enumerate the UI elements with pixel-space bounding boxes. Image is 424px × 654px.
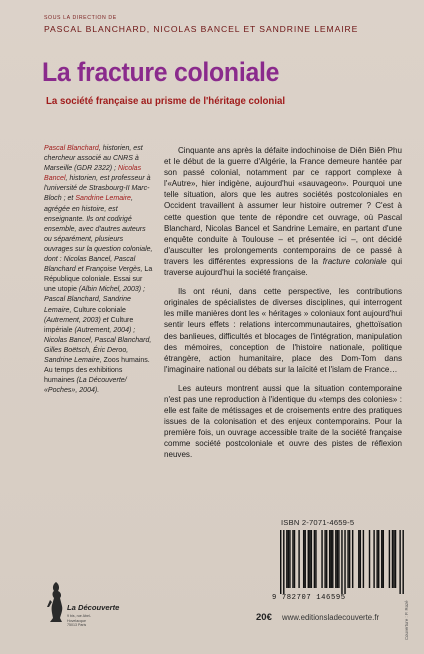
author-bio: [44, 144, 154, 396]
barcode-bar: [369, 530, 370, 588]
barcode-bar: [392, 530, 393, 588]
barcode-bar: [376, 530, 377, 588]
barcode-bar: [335, 530, 336, 588]
blurb: [164, 145, 402, 469]
barcode-bar: [402, 530, 403, 594]
barcode: [278, 530, 406, 594]
barcode-bar: [329, 530, 330, 588]
barcode-bar: [395, 530, 396, 588]
barcode-bar: [383, 530, 384, 588]
author-name: Sandrine Lemaire: [75, 195, 131, 203]
barcode-bar: [352, 530, 353, 588]
barcode-bar: [324, 530, 325, 588]
barcode-bar: [326, 530, 327, 588]
bio-text: , historien, est professeur à l'université de Strasbourg-II Marc-Bloch ; et: [44, 175, 151, 203]
direction-label: SOUS LA DIRECTION DE: [44, 15, 117, 21]
barcode-bar: [331, 530, 332, 588]
barcode-bar: [308, 530, 309, 588]
bio-text: (Autrement, 2003) et: [44, 316, 111, 324]
barcode-bar: [304, 530, 305, 588]
barcode-bar: [389, 530, 390, 588]
bio-text: Culture coloniale: [73, 306, 126, 314]
barcode-bar: [289, 530, 290, 588]
bio-text: , historien, est chercheur associé au CNRS à Marseille (GDR 2322) ;: [44, 145, 143, 173]
bio-text: Culture impériale: [44, 316, 134, 334]
blurb-paragraph-2: Ils ont réuni, dans cette perspective, les contributions originales de spécialistes de diverses disciplines, qui interrogent les mille manières dont les « héritages » coloniaux font aujourd'hui sentir leurs effets : relations intercommunautaires, ghettoïsation des banlieues, difficultés et blocages de l'intégration, manipulation des mémoires, conception de l'histoire nationale, politique étrangère, action humanitaire, place des Dom-Tom dans l'imaginaire national ou débats sur la laïcité et l'islam de France…: [164, 287, 402, 374]
bio-text: La République coloniale. Essai sur une utopie: [44, 266, 153, 294]
author-name: Pascal Blanchard: [44, 145, 99, 152]
publisher-website[interactable]: www.editionsladecouverte.fr: [282, 613, 380, 622]
barcode-bar: [321, 530, 322, 588]
isbn: ISBN 2-7071-4659-5: [281, 518, 355, 527]
barcode-bar: [294, 530, 295, 588]
bio-text: (Albin Michel, 2003) ; Pascal Blanchard, Sandrine Lemaire,: [44, 286, 146, 314]
publisher-address: 9 bis, rue Abel-Hovelacque 75013 Paris: [67, 614, 91, 628]
barcode-bar: [358, 530, 359, 588]
barcode-bar: [314, 530, 315, 588]
blurb-paragraph-1: Cinquante ans après la défaite indochinoise de Diên Biên Phu et le début de la guerre d'Algérie, la France demeure hantée par son passé colonial, notamment par ce rapport complexe à l'«Autre», hier indigène, aujourd'hui «sauvageon». Pourquoi une telle situation, alors que les autres sociétés postcoloniales en Occident travaillent à assumer leur histoire outremer ? C'est à cette question que tente de répondre cet ouvrage, où Pascal Blanchard, Nicolas Bancel et Sandrine Lemaire, en partant d'une enquête conduite à Toulouse – et présentée ici –, ont décidé d'ausculter les prolongements contemporains de ce passé à travers les différentes expressions de la fracture coloniale qui traverse aujourd'hui la société française.: [164, 146, 403, 278]
bio-text: (Autrement, 2004) ; Nicolas Bancel, Pascal Blanchard, Gilles Boëtsch, Éric Deroo, Sandrine Lemaire,: [44, 326, 152, 364]
blurb-paragraph-3: Les auteurs montrent aussi que la situation contemporaine n'est pas une reproduction à l'identique du «temps des colonies» : elle est faite de métissages et de croisements entre des pratiques issues de la colonisation et des enjeux contemporains. Pour la première fois, un ouvrage accessible traite de la société française comme société postcoloniale et ouvre des pistes de réflexion neuves.: [164, 383, 402, 460]
editors-line: PASCAL BLANCHARD, NICOLAS BANCEL ET SANDRINE LEMAIRE: [44, 24, 359, 34]
publisher-name: La Découverte: [67, 603, 120, 612]
barcode-bar: [292, 530, 293, 588]
barcode-bar: [338, 530, 339, 588]
barcode-bar: [298, 530, 299, 588]
cover-credit: Couverture : P. Rozé: [404, 600, 409, 640]
barcode-digits: 9 782707 146595: [272, 594, 346, 602]
barcode-bar: [337, 530, 338, 588]
barcode-bar: [349, 530, 350, 588]
barcode-bar: [393, 530, 394, 588]
barcode-bar: [332, 530, 333, 588]
barcode-bar: [286, 530, 287, 588]
barcode-bar: [344, 530, 345, 594]
author-name: Nicolas Bancel: [44, 165, 142, 183]
barcode-bar: [311, 530, 312, 588]
bio-text: (La Découverte/ «Poches», 2004).: [44, 377, 127, 395]
barcode-bar: [280, 530, 281, 594]
bio-text: , agrégée en histoire, est enseignante. Ils ont codirigé ensemble, avec d'autres auteurs ou séparément, plusieurs ouvrages sur la question coloniale, dont : Nicolas Bancel, Pascal Blanchard et Françoise Vergès,: [44, 195, 153, 274]
bio-text: Zoos humains. Au temps des exhibitions humaines: [44, 356, 150, 385]
barcode-bar: [381, 530, 382, 588]
barcode-bar: [315, 530, 316, 588]
barcode-bar: [360, 530, 361, 588]
publisher-logo-icon: [46, 580, 66, 624]
barcode-bar: [283, 530, 284, 594]
barcode-bar: [341, 530, 342, 594]
barcode-bar: [378, 530, 379, 588]
barcode-bar: [363, 530, 364, 588]
barcode-bar: [373, 530, 374, 588]
barcode-bar: [303, 530, 304, 588]
barcode-bar: [347, 530, 348, 588]
book-subtitle: La société française au prisme de l'héritage colonial: [46, 95, 286, 107]
price: 20€: [256, 612, 272, 623]
barcode-bar: [309, 530, 310, 588]
barcode-bar: [399, 530, 400, 594]
book-title: La fracture coloniale: [42, 57, 280, 87]
barcode-bar: [288, 530, 289, 588]
